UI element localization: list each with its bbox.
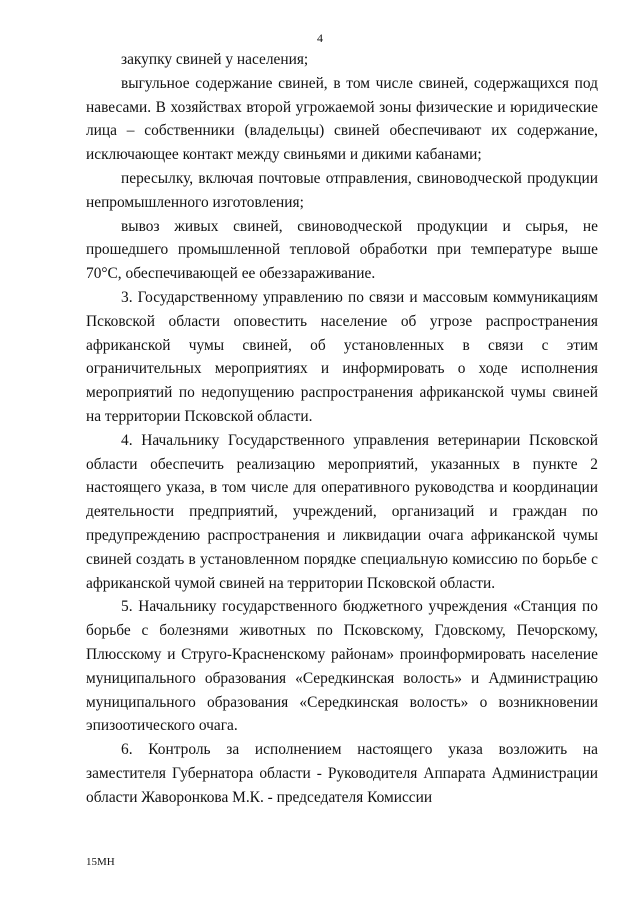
paragraph-item-3: 3. Государственному управлению по связи и массовым коммуникациям Псковской области оповестить население об угрозе распространения африканской чумы свиней, об установленных в связи с этим ограничительных мероприятиях и информировать о ходе исполнения мероприятий по недопущению распространения африканской чумы свиней на территории Псковской области. bbox=[86, 288, 598, 425]
paragraph-item-5: 5. Начальнику государственного бюджетного учреждения «Станция по борьбе с болезнями животных по Псковскому, Гдовскому, Печорскому, Плюсскому и Струго-Красненскому районам» проинформировать население муниципального образования «Середкинская волость» и Администрацию муниципального образования «Середкинская волость» о возникновении эпизоотического очага. bbox=[86, 598, 598, 735]
paragraph-purchase: закупку свиней у населения; bbox=[121, 51, 309, 68]
footer-code: 15МН bbox=[86, 856, 115, 868]
paragraph-item-4: 4. Начальнику Государственного управления ветеринарии Псковской области обеспечить реализацию мероприятий, указанных в пункте 2 настоящего указа, в том числе для оперативного руководства и координации деятельности предприятий, учреждений, организаций и граждан по предупреждению распространения и ликвидации очага африканской чумы свиней создать в установленном порядке специальную комиссию по борьбе с африканской чумой свиней на территории Псковской области. bbox=[86, 431, 598, 592]
paragraph-export: вывоз живых свиней, свиноводческой продукции и сырья, не прошедшего промышленной тепловой обработки при температуре выше 70°С, обеспечивающей ее обеззараживание. bbox=[86, 217, 598, 283]
paragraph-free-range: выгульное содержание свиней, в том числе свиней, содержащихся под навесами. В хозяйствах второй угрожаемой зоны физические и юридические лица – собственники (владельцы) свиней обеспечивают их содержание, исключающее контакт между свиньями и дикими кабанами; bbox=[86, 74, 598, 164]
paragraph-item-6: 6. Контроль за исполнением настоящего указа возложить на заместителя Губернатора области - Руководителя Аппарата Администрации области Жаворонкова М.К. - председателя Комиссии bbox=[86, 741, 598, 806]
document-body bbox=[86, 48, 598, 810]
page-number: 4 bbox=[317, 31, 323, 45]
paragraph-shipping: пересылку, включая почтовые отправления, свиноводческой продукции непромышленного изготовления; bbox=[86, 169, 598, 211]
